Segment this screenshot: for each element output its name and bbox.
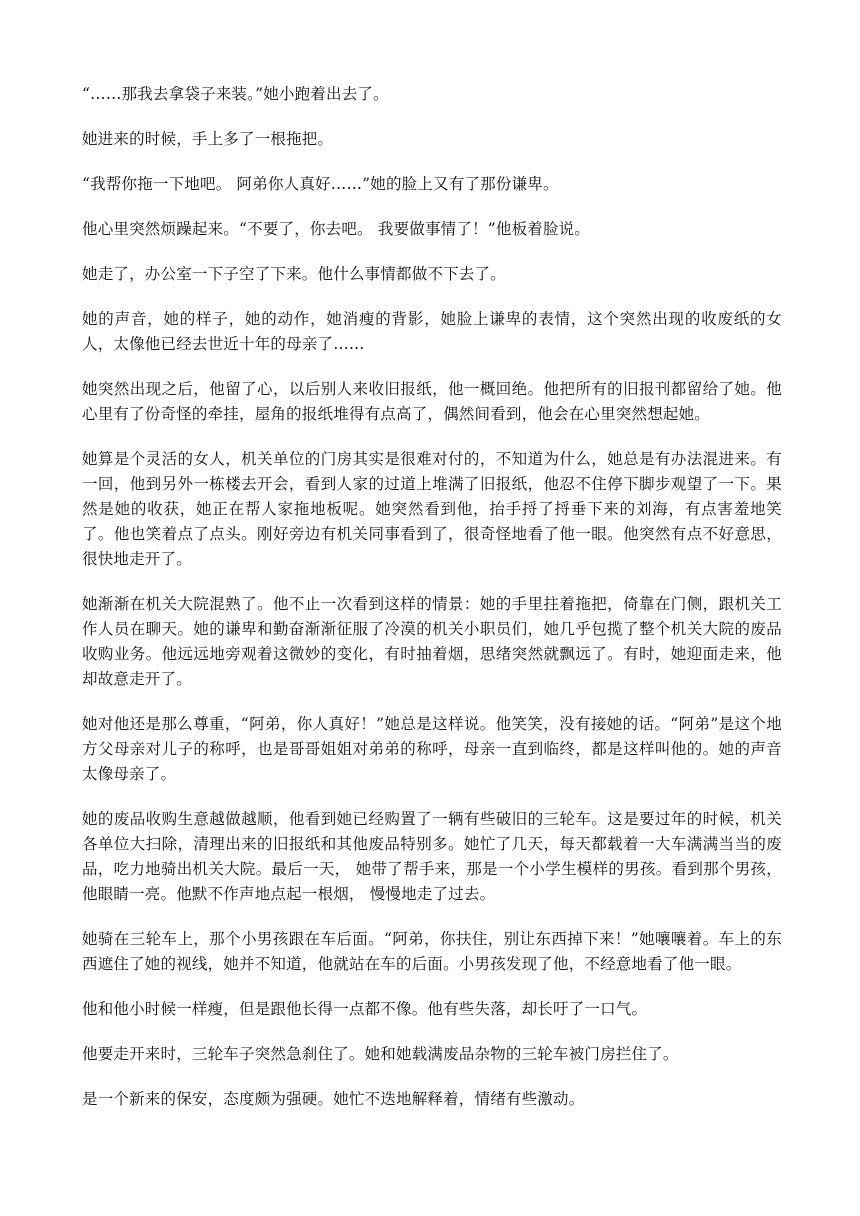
paragraph-10: 她对他还是那么尊重，“阿弟，你人真好！”她总是这样说。他笑笑，没有接她的话。“阿弟”是这个地方父母亲对儿子的称呼，也是哥哥姐姐对弟弟的称呼，母亲一直到临终，都是这样叫他的。她的声音太像母亲了。	[82, 715, 782, 783]
paragraph-12: 她骑在三轮车上，那个小男孩跟在车后面。“阿弟，你扶住，别让东西掉下来！”她嚷嚷着。车上的东西遮住了她的视线，她并不知道，他就站在车的后面。小男孩发现了他，不经意地看了他一眼。	[82, 930, 782, 973]
paragraph-13: 他和他小时候一样瘦，但是跟他长得一点都不像。他有些失落，却长吁了一口气。	[82, 1000, 648, 1018]
paragraph-6: 她的声音，她的样子，她的动作，她消瘦的背影，她脸上谦卑的表情，这个突然出现的收废纸的女人，太像他已经去世近十年的母亲了……	[82, 310, 782, 353]
paragraph-7: 她突然出现之后，他留了心，以后别人来收旧报纸，他一概回绝。他把所有的旧报刊都留给了她。他心里有了份奇怪的牵挂，屋角的报纸堆得有点高了，偶然间看到，他会在心里突然想起她。	[82, 380, 782, 423]
paragraph-5: 她走了，办公室一下子空了下来。他什么事情都做不下去了。	[82, 265, 506, 283]
paragraph-14: 他要走开来时，三轮车子突然急刹住了。她和她载满废品杂物的三轮车被门房拦住了。	[82, 1045, 679, 1063]
paragraph-1: “……那我去拿袋子来装。”她小跑着出去了。	[82, 85, 389, 103]
story-text	[82, 82, 782, 1132]
paragraph-3: “我帮你拖一下地吧。 阿弟你人真好……”她的脸上又有了那份谦卑。	[82, 175, 559, 193]
paragraph-2: 她进来的时候，手上多了一根拖把。	[82, 130, 334, 148]
paragraph-4: 他心里突然烦躁起来。“不要了，你去吧。 我要做事情了！”他板着脸说。	[82, 220, 591, 238]
paragraph-9: 她渐渐在机关大院混熟了。他不止一次看到这样的情景：她的手里拄着拖把，倚靠在门侧，跟机关工作人员在聊天。她的谦卑和勤奋渐渐征服了冷漠的机关小职员们，她几乎包揽了整个机关大院的废品收购业务。他远远地旁观着这微妙的变化，有时抽着烟，思绪突然就飘远了。有时，她迎面走来，他却故意走开了。	[82, 595, 782, 688]
paragraph-11: 她的废品收购生意越做越顺，他看到她已经购置了一辆有些破旧的三轮车。这是要过年的时候，机关各单位大扫除，清理出来的旧报纸和其他废品特别多。她忙了几天，每天都载着一大车满满当当的废品，吃力地骑出机关大院。最后一天， 她带了帮手来，那是一个小学生模样的男孩。看到那个男孩，他眼睛一亮。他默不作声地点起一根烟， 慢慢地走了过去。	[82, 810, 782, 903]
paragraph-15: 是一个新来的保安，态度颇为强硬。她忙不迭地解释着，情绪有些激动。	[82, 1090, 585, 1108]
paragraph-8: 她算是个灵活的女人，机关单位的门房其实是很难对付的，不知道为什么，她总是有办法混进来。有一回，他到另外一栋楼去开会，看到人家的过道上堆满了旧报纸，他忍不住停下脚步观望了一下。果然是她的收获，她正在帮人家拖地板呢。她突然看到他，抬手捋了捋垂下来的刘海，有点害羞地笑了。他也笑着点了点头。刚好旁边有机关同事看到了，很奇怪地看了他一眼。他突然有点不好意思，很快地走开了。	[82, 450, 782, 568]
